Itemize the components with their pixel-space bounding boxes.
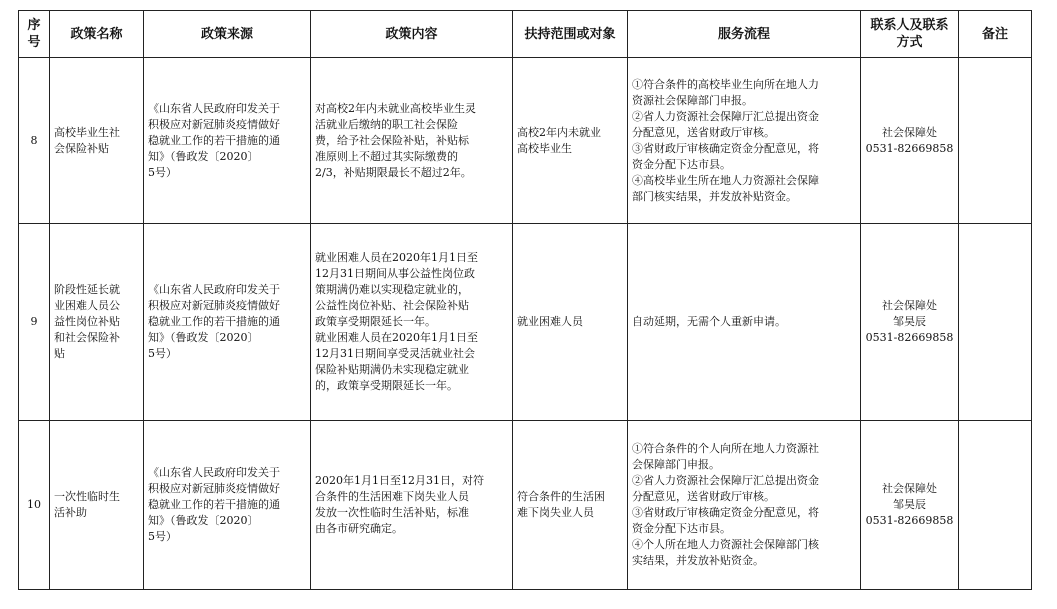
table-header [19, 11, 1032, 58]
header-service-process: 服务流程 [628, 11, 861, 58]
header-scope: 扶持范围或对象 [513, 11, 628, 58]
remark [959, 224, 1032, 421]
row-no: 8 [19, 58, 50, 224]
service-process: ①符合条件的个人向所在地人力资源社 会保障部门申报。 ②省人力资源社会保障厅汇总提出资金 分配意见，送省财政厅审核。 ③省财政厅审核确定资金分配意见，将 资金分配下达市县。 ④个人所在地人力资源社会保障部门核 实结果，并发放补贴资金。 [628, 421, 861, 590]
contact-info: 社会保障处 邹昊辰 0531-82669858 [861, 421, 959, 590]
header-policy-source: 政策来源 [144, 11, 311, 58]
row-no: 10 [19, 421, 50, 590]
policy-content: 就业困难人员在2020年1月1日至 12月31日期间从事公益性岗位政 策期满仍难以实现稳定就业的， 公益性岗位补贴、社会保险补贴 政策享受期限延长一年。 就业困难人员在2020年1月1日至 12月31日期间享受灵活就业社会 保险补贴期满仍未实现稳定就业 的，政策享受期限延长一年。 [311, 224, 513, 421]
policy-source: 《山东省人民政府印发关于 积极应对新冠肺炎疫情做好 稳就业工作的若干措施的通 知》（鲁政发〔2020〕 5号） [144, 224, 311, 421]
policy-table [18, 10, 1032, 590]
policy-scope: 高校2年内未就业 高校毕业生 [513, 58, 628, 224]
service-process: ①符合条件的高校毕业生向所在地人力 资源社会保障部门申报。 ②省人力资源社会保障厅汇总提出资金 分配意见，送省财政厅审核。 ③省财政厅审核确定资金分配意见，将 资金分配下达市县。 ④高校毕业生所在地人力资源社会保障 部门核实结果，并发放补贴资金。 [628, 58, 861, 224]
contact-info: 社会保障处 邹昊辰 0531-82669858 [861, 224, 959, 421]
policy-scope: 就业困难人员 [513, 224, 628, 421]
policy-source: 《山东省人民政府印发关于 积极应对新冠肺炎疫情做好 稳就业工作的若干措施的通 知》（鲁政发〔2020〕 5号） [144, 421, 311, 590]
header-no: 序 号 [19, 11, 50, 58]
header-policy-name: 政策名称 [50, 11, 144, 58]
contact-info: 社会保障处 0531-82669858 [861, 58, 959, 224]
header-remark: 备注 [959, 11, 1032, 58]
policy-name: 一次性临时生 活补助 [50, 421, 144, 590]
header-contact: 联系人及联系 方式 [861, 11, 959, 58]
remark [959, 58, 1032, 224]
policy-content: 对高校2年内未就业高校毕业生灵 活就业后缴纳的职工社会保险 费，给予社会保险补贴，补贴标 准原则上不超过其实际缴费的 2/3，补贴期限最长不超过2年。 [311, 58, 513, 224]
policy-scope: 符合条件的生活困 难下岗失业人员 [513, 421, 628, 590]
policy-content: 2020年1月1日至12月31日，对符 合条件的生活困难下岗失业人员 发放一次性临时生活补贴，标准 由各市研究确定。 [311, 421, 513, 590]
row-no: 9 [19, 224, 50, 421]
table-row [19, 224, 1032, 421]
policy-name: 阶段性延长就 业困难人员公 益性岗位补贴 和社会保险补 贴 [50, 224, 144, 421]
remark [959, 421, 1032, 590]
service-process: 自动延期，无需个人重新申请。 [628, 224, 861, 421]
header-policy-content: 政策内容 [311, 11, 513, 58]
table-row [19, 58, 1032, 224]
table-row [19, 421, 1032, 590]
policy-source: 《山东省人民政府印发关于 积极应对新冠肺炎疫情做好 稳就业工作的若干措施的通 知》（鲁政发〔2020〕 5号） [144, 58, 311, 224]
policy-name: 高校毕业生社 会保险补贴 [50, 58, 144, 224]
